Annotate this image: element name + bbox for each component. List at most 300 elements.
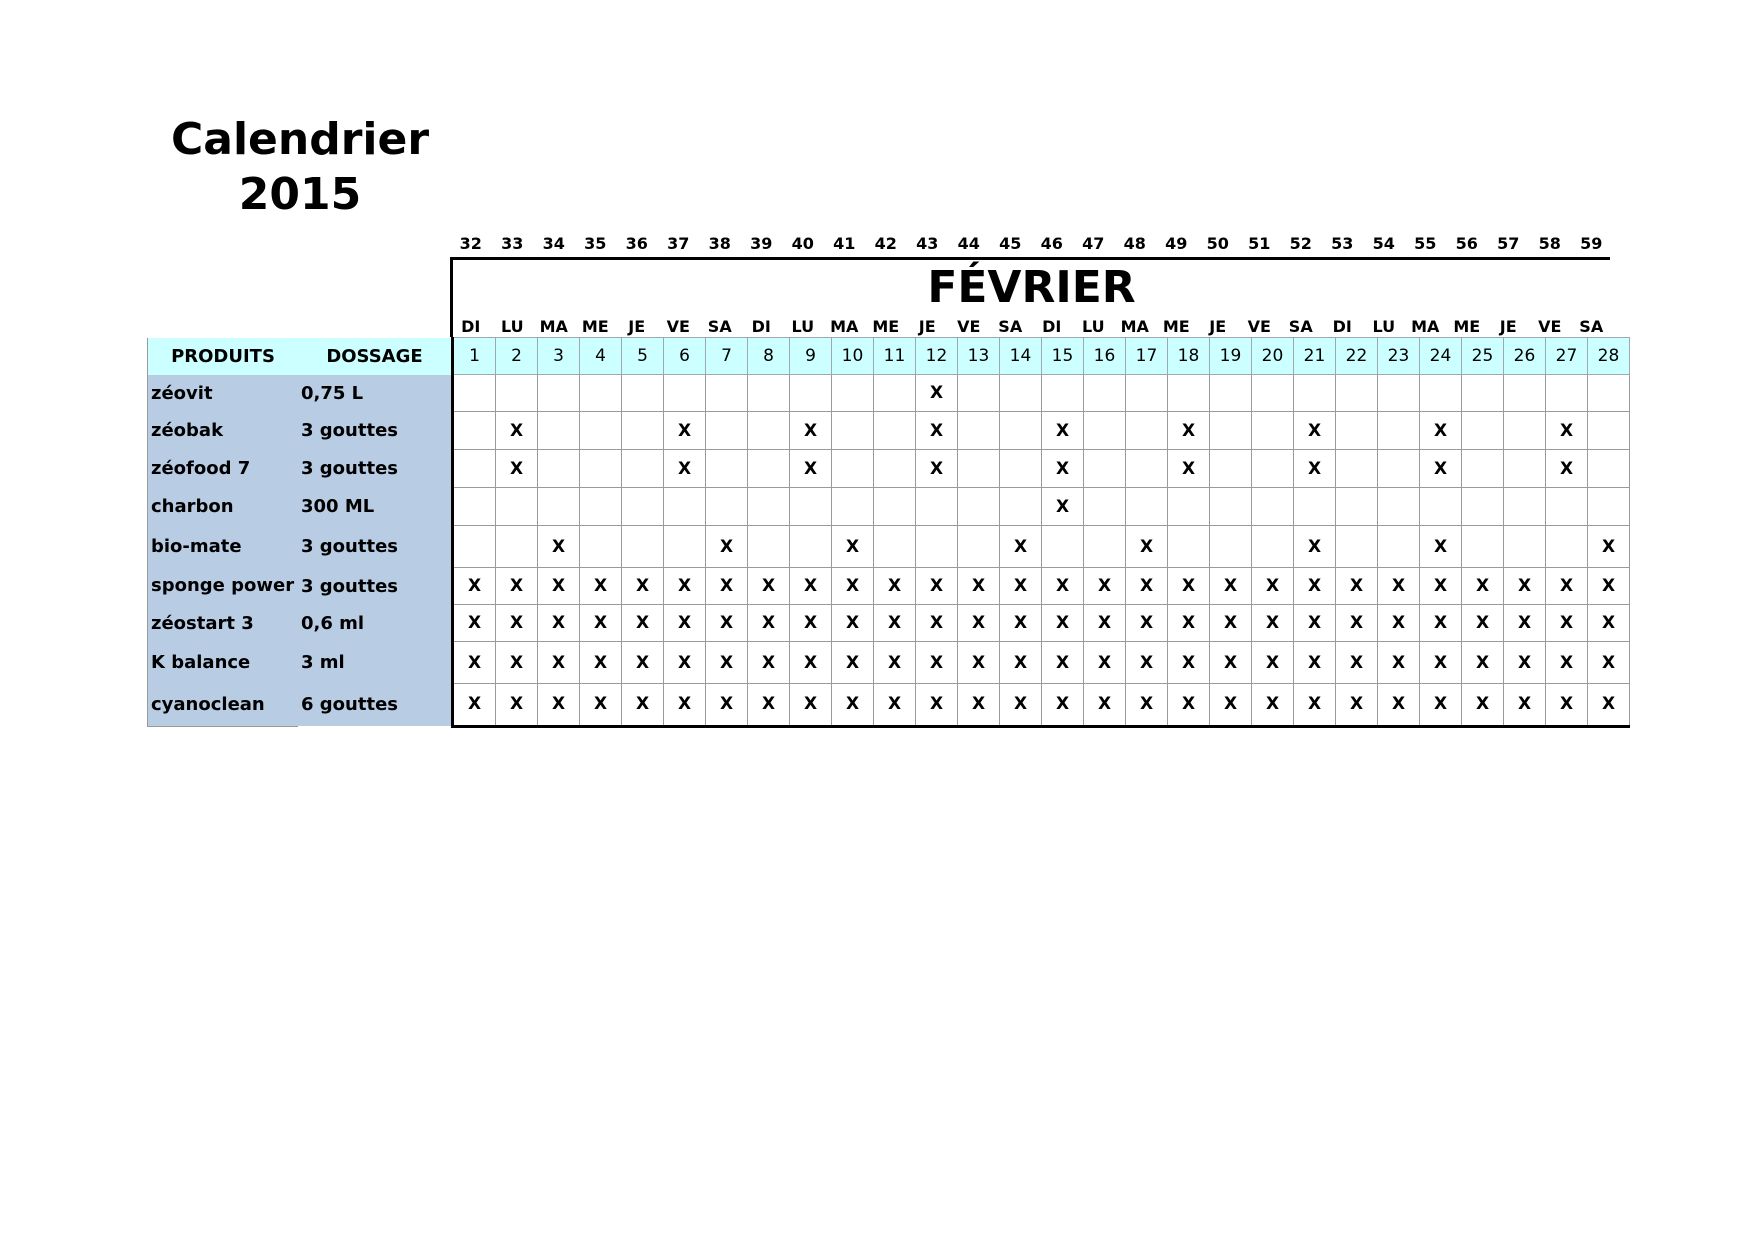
day-of-year-number: 52	[1289, 234, 1312, 253]
day-cell-marked: X	[1126, 684, 1168, 727]
day-cell	[1168, 526, 1210, 568]
day-cell-marked: X	[748, 684, 790, 727]
day-of-year-number: 33	[501, 234, 524, 253]
product-name: K balance	[148, 642, 299, 684]
day-cell-marked: X	[1504, 684, 1546, 727]
day-cell-marked: X	[1294, 605, 1336, 642]
day-number-header: 19	[1210, 338, 1252, 375]
day-cell-marked: X	[1000, 684, 1042, 727]
day-of-year-number: 37	[667, 234, 690, 253]
day-cell-marked: X	[706, 684, 748, 727]
day-cell-marked: X	[1042, 450, 1084, 488]
day-cell	[706, 488, 748, 526]
day-cell	[958, 412, 1000, 450]
day-number-header: 9	[790, 338, 832, 375]
day-cell-marked: X	[1378, 684, 1420, 727]
day-cell-marked: X	[1546, 412, 1588, 450]
day-cell-marked: X	[832, 568, 874, 605]
day-cell-marked: X	[664, 450, 706, 488]
day-cell	[453, 526, 496, 568]
day-of-year-number: 56	[1455, 234, 1478, 253]
product-name: zéobak	[148, 412, 299, 450]
weekday-label: MA	[1120, 317, 1149, 336]
day-cell-marked: X	[1336, 568, 1378, 605]
day-cell	[874, 412, 916, 450]
day-number-header: 28	[1588, 338, 1630, 375]
day-cell-marked: X	[664, 642, 706, 684]
day-cell-marked: X	[1000, 568, 1042, 605]
day-cell	[1210, 488, 1252, 526]
day-cell-marked: X	[1588, 684, 1630, 727]
day-of-year-number: 43	[916, 234, 939, 253]
day-cell-marked: X	[1294, 684, 1336, 727]
day-cell-marked: X	[916, 375, 958, 412]
day-cell	[1252, 450, 1294, 488]
day-cell-marked: X	[1168, 684, 1210, 727]
day-cell-marked: X	[874, 642, 916, 684]
day-cell-marked: X	[1042, 488, 1084, 526]
day-number-header: 2	[496, 338, 538, 375]
product-name: charbon	[148, 488, 299, 526]
day-of-year-number: 51	[1248, 234, 1271, 253]
day-cell	[1504, 526, 1546, 568]
day-cell	[1168, 375, 1210, 412]
day-of-year-number: 36	[625, 234, 648, 253]
day-cell-marked: X	[1210, 605, 1252, 642]
day-cell	[453, 375, 496, 412]
product-row	[148, 605, 1630, 642]
day-number-header: 4	[580, 338, 622, 375]
day-cell	[496, 488, 538, 526]
day-cell	[538, 412, 580, 450]
day-number-header: 25	[1462, 338, 1504, 375]
day-cell-marked: X	[1462, 642, 1504, 684]
day-cell-marked: X	[1588, 568, 1630, 605]
day-cell-marked: X	[1420, 526, 1462, 568]
day-cell	[706, 412, 748, 450]
day-cell-marked: X	[1336, 642, 1378, 684]
weekday-label: SA	[998, 317, 1023, 336]
day-cell	[1462, 450, 1504, 488]
day-number-header: 7	[706, 338, 748, 375]
day-number-header: 20	[1252, 338, 1294, 375]
day-number-header: 23	[1378, 338, 1420, 375]
weekday-label: DI	[1332, 317, 1352, 336]
day-cell	[1252, 488, 1294, 526]
day-cell	[1336, 450, 1378, 488]
day-of-year-number: 50	[1206, 234, 1229, 253]
day-cell	[958, 450, 1000, 488]
day-cell	[1546, 375, 1588, 412]
product-row	[148, 450, 1630, 488]
day-cell-marked: X	[622, 684, 664, 727]
day-cell	[1000, 450, 1042, 488]
day-cell-marked: X	[1378, 568, 1420, 605]
day-cell	[453, 412, 496, 450]
day-cell	[1000, 488, 1042, 526]
day-cell	[622, 450, 664, 488]
day-cell-marked: X	[1126, 526, 1168, 568]
product-row	[148, 488, 1630, 526]
weekday-label: SA	[1579, 317, 1604, 336]
day-cell	[580, 526, 622, 568]
product-row	[148, 412, 1630, 450]
day-cell-marked: X	[1084, 684, 1126, 727]
product-name: zéofood 7	[148, 450, 299, 488]
day-cell-marked: X	[1546, 450, 1588, 488]
day-cell-marked: X	[790, 605, 832, 642]
day-cell-marked: X	[1420, 450, 1462, 488]
day-cell-marked: X	[1252, 684, 1294, 727]
day-cell-marked: X	[1126, 642, 1168, 684]
day-cell	[1462, 526, 1504, 568]
day-cell	[1420, 375, 1462, 412]
day-cell-marked: X	[496, 684, 538, 727]
day-cell	[1546, 488, 1588, 526]
product-row	[148, 684, 1630, 727]
day-cell	[874, 375, 916, 412]
day-cell-marked: X	[790, 684, 832, 727]
day-cell-marked: X	[1294, 412, 1336, 450]
day-cell-marked: X	[1294, 450, 1336, 488]
day-of-year-number: 39	[750, 234, 773, 253]
weekday-label: LU	[1081, 317, 1105, 336]
day-cell-marked: X	[1084, 568, 1126, 605]
product-dosage: 3 gouttes	[298, 450, 453, 488]
day-cell-marked: X	[453, 568, 496, 605]
day-cell-marked: X	[1462, 568, 1504, 605]
day-cell-marked: X	[706, 642, 748, 684]
day-cell	[1084, 450, 1126, 488]
day-cell-marked: X	[1294, 526, 1336, 568]
day-cell-marked: X	[622, 642, 664, 684]
day-cell	[1588, 375, 1630, 412]
day-cell-marked: X	[1252, 642, 1294, 684]
day-cell	[832, 450, 874, 488]
day-number-header: 26	[1504, 338, 1546, 375]
day-of-year-number: 58	[1538, 234, 1561, 253]
day-cell-marked: X	[748, 605, 790, 642]
day-cell-marked: X	[1252, 605, 1294, 642]
day-cell-marked: X	[1000, 605, 1042, 642]
day-of-year-number: 54	[1372, 234, 1395, 253]
day-cell-marked: X	[958, 684, 1000, 727]
day-number-header: 1	[453, 338, 496, 375]
day-cell-marked: X	[916, 412, 958, 450]
day-cell	[874, 450, 916, 488]
day-cell-marked: X	[453, 605, 496, 642]
day-cell-marked: X	[664, 684, 706, 727]
day-cell-marked: X	[1000, 642, 1042, 684]
day-cell	[580, 412, 622, 450]
day-cell-marked: X	[832, 605, 874, 642]
product-name: bio-mate	[148, 526, 299, 568]
day-cell-marked: X	[1546, 568, 1588, 605]
day-cell-marked: X	[1168, 412, 1210, 450]
day-cell	[1210, 526, 1252, 568]
day-cell-marked: X	[790, 568, 832, 605]
day-of-year-number: 34	[542, 234, 565, 253]
day-cell-marked: X	[832, 684, 874, 727]
product-dosage: 0,6 ml	[298, 605, 453, 642]
day-cell	[1378, 450, 1420, 488]
day-cell	[1210, 375, 1252, 412]
day-cell	[1000, 375, 1042, 412]
weekday-label: SA	[1288, 317, 1313, 336]
weekday-label: VE	[666, 317, 690, 336]
day-cell	[1252, 375, 1294, 412]
day-cell	[874, 526, 916, 568]
product-row	[148, 526, 1630, 568]
weekday-label: ME	[1162, 317, 1190, 336]
day-cell	[580, 450, 622, 488]
day-cell-marked: X	[1504, 605, 1546, 642]
day-number-header: 24	[1420, 338, 1462, 375]
weekday-label: DI	[1042, 317, 1062, 336]
day-number-header: 11	[874, 338, 916, 375]
product-dosage: 300 ML	[298, 488, 453, 526]
day-cell	[1378, 488, 1420, 526]
weekday-label: DI	[751, 317, 771, 336]
day-number-header: 3	[538, 338, 580, 375]
day-number-header: 18	[1168, 338, 1210, 375]
day-cell	[538, 375, 580, 412]
day-cell-marked: X	[496, 450, 538, 488]
day-cell	[1504, 375, 1546, 412]
day-cell	[748, 375, 790, 412]
day-cell	[580, 488, 622, 526]
product-dosage: 6 gouttes	[298, 684, 453, 727]
day-of-year-number: 48	[1123, 234, 1146, 253]
day-cell-marked: X	[748, 642, 790, 684]
product-row	[148, 568, 1630, 605]
day-cell-marked: X	[1462, 684, 1504, 727]
day-cell-marked: X	[1126, 568, 1168, 605]
weekday-label: JE	[628, 317, 646, 336]
day-cell-marked: X	[1042, 642, 1084, 684]
day-number-header: 17	[1126, 338, 1168, 375]
day-cell-marked: X	[1168, 642, 1210, 684]
day-cell	[1504, 488, 1546, 526]
day-cell-marked: X	[1588, 605, 1630, 642]
day-of-year-number: 32	[459, 234, 482, 253]
day-of-year-number: 35	[584, 234, 607, 253]
day-of-year-number: 49	[1165, 234, 1188, 253]
day-cell	[748, 488, 790, 526]
day-of-year-number: 46	[1040, 234, 1063, 253]
day-cell	[1378, 375, 1420, 412]
day-cell-marked: X	[1042, 412, 1084, 450]
day-cell-marked: X	[453, 642, 496, 684]
day-cell-marked: X	[1336, 684, 1378, 727]
day-cell	[496, 526, 538, 568]
day-number-header: 16	[1084, 338, 1126, 375]
day-cell-marked: X	[706, 526, 748, 568]
day-cell-marked: X	[1168, 568, 1210, 605]
product-dosage: 3 gouttes	[298, 568, 453, 605]
weekday-row	[450, 317, 1612, 336]
day-cell-marked: X	[874, 568, 916, 605]
weekday-label: ME	[1453, 317, 1481, 336]
day-cell	[1546, 526, 1588, 568]
day-cell-marked: X	[1546, 642, 1588, 684]
products-column-header: PRODUITS	[148, 338, 299, 375]
day-cell-marked: X	[916, 568, 958, 605]
day-cell	[748, 450, 790, 488]
day-of-year-number: 59	[1580, 234, 1603, 253]
day-cell	[1462, 375, 1504, 412]
day-cell-marked: X	[790, 450, 832, 488]
weekday-label: MA	[1411, 317, 1440, 336]
day-cell-marked: X	[832, 642, 874, 684]
month-header	[450, 257, 1610, 337]
day-cell-marked: X	[1504, 642, 1546, 684]
day-cell	[1126, 450, 1168, 488]
day-cell	[1084, 488, 1126, 526]
day-cell-marked: X	[958, 642, 1000, 684]
day-cell-marked: X	[1420, 568, 1462, 605]
product-dosage: 3 gouttes	[298, 412, 453, 450]
day-cell-marked: X	[916, 642, 958, 684]
title-line-1: Calendrier	[170, 114, 430, 165]
day-cell	[1084, 412, 1126, 450]
day-cell-marked: X	[496, 412, 538, 450]
day-cell-marked: X	[832, 526, 874, 568]
day-number-header: 13	[958, 338, 1000, 375]
day-number-header: 22	[1336, 338, 1378, 375]
day-cell-marked: X	[916, 450, 958, 488]
day-cell	[622, 526, 664, 568]
day-cell-marked: X	[1588, 642, 1630, 684]
day-cell	[790, 488, 832, 526]
weekday-label: SA	[707, 317, 732, 336]
day-cell	[958, 526, 1000, 568]
day-cell-marked: X	[1210, 684, 1252, 727]
day-cell-marked: X	[1420, 684, 1462, 727]
treatment-calendar-table	[147, 337, 1630, 728]
weekday-label: LU	[791, 317, 815, 336]
day-cell	[748, 526, 790, 568]
day-cell	[1210, 450, 1252, 488]
weekday-label: VE	[957, 317, 981, 336]
day-cell-marked: X	[1252, 568, 1294, 605]
day-cell	[832, 412, 874, 450]
day-number-header: 21	[1294, 338, 1336, 375]
product-row	[148, 642, 1630, 684]
day-cell-marked: X	[916, 605, 958, 642]
day-cell	[748, 412, 790, 450]
day-cell	[1042, 526, 1084, 568]
day-cell	[1336, 526, 1378, 568]
day-cell	[1126, 488, 1168, 526]
day-cell-marked: X	[1378, 605, 1420, 642]
day-cell-marked: X	[1588, 526, 1630, 568]
day-cell	[958, 488, 1000, 526]
day-cell-marked: X	[496, 642, 538, 684]
day-cell-marked: X	[538, 642, 580, 684]
day-cell-marked: X	[538, 568, 580, 605]
day-cell-marked: X	[1546, 605, 1588, 642]
day-cell	[664, 526, 706, 568]
day-cell	[1084, 375, 1126, 412]
day-cell-marked: X	[748, 568, 790, 605]
product-name: zéovit	[148, 375, 299, 412]
weekday-label: DI	[461, 317, 481, 336]
day-cell	[832, 375, 874, 412]
day-number-header: 6	[664, 338, 706, 375]
day-cell	[1294, 488, 1336, 526]
product-dosage: 0,75 L	[298, 375, 453, 412]
day-cell	[453, 488, 496, 526]
day-number-header: 15	[1042, 338, 1084, 375]
day-cell-marked: X	[1042, 684, 1084, 727]
day-cell	[832, 488, 874, 526]
day-cell	[790, 375, 832, 412]
day-number-header: 10	[832, 338, 874, 375]
weekday-label: JE	[1209, 317, 1227, 336]
day-cell-marked: X	[1420, 412, 1462, 450]
day-of-year-number: 42	[874, 234, 897, 253]
product-name: sponge power	[148, 568, 299, 605]
day-cell	[1336, 412, 1378, 450]
day-cell-marked: X	[1294, 568, 1336, 605]
day-cell-marked: X	[664, 568, 706, 605]
day-cell	[1462, 412, 1504, 450]
day-cell	[580, 375, 622, 412]
day-of-year-number: 53	[1331, 234, 1354, 253]
day-cell	[1336, 375, 1378, 412]
month-name: FÉVRIER	[927, 262, 1136, 313]
day-cell-marked: X	[874, 684, 916, 727]
day-cell-marked: X	[1084, 642, 1126, 684]
day-cell	[496, 375, 538, 412]
weekday-label: LU	[1372, 317, 1396, 336]
page-title	[150, 112, 450, 222]
day-cell	[706, 375, 748, 412]
day-cell	[1588, 412, 1630, 450]
day-cell	[622, 375, 664, 412]
weekday-label: JE	[918, 317, 936, 336]
day-cell-marked: X	[958, 568, 1000, 605]
day-cell	[622, 412, 664, 450]
day-cell-marked: X	[706, 568, 748, 605]
day-cell-marked: X	[790, 412, 832, 450]
day-cell-marked: X	[538, 526, 580, 568]
day-of-year-row	[450, 234, 1612, 256]
weekday-label: JE	[1499, 317, 1517, 336]
day-cell-marked: X	[1168, 450, 1210, 488]
day-of-year-number: 55	[1414, 234, 1437, 253]
day-cell-marked: X	[706, 605, 748, 642]
day-number-header: 27	[1546, 338, 1588, 375]
day-cell	[874, 488, 916, 526]
day-of-year-number: 57	[1497, 234, 1520, 253]
day-cell-marked: X	[1084, 605, 1126, 642]
day-number-header: 12	[916, 338, 958, 375]
day-cell	[1126, 412, 1168, 450]
day-cell-marked: X	[538, 684, 580, 727]
day-cell	[1252, 526, 1294, 568]
day-cell-marked: X	[1042, 605, 1084, 642]
day-cell-marked: X	[916, 684, 958, 727]
product-row	[148, 375, 1630, 412]
product-dosage: 3 gouttes	[298, 526, 453, 568]
day-cell-marked: X	[874, 605, 916, 642]
day-cell	[916, 488, 958, 526]
weekday-label: ME	[872, 317, 900, 336]
title-line-2: 2015	[238, 169, 362, 220]
product-dosage: 3 ml	[298, 642, 453, 684]
